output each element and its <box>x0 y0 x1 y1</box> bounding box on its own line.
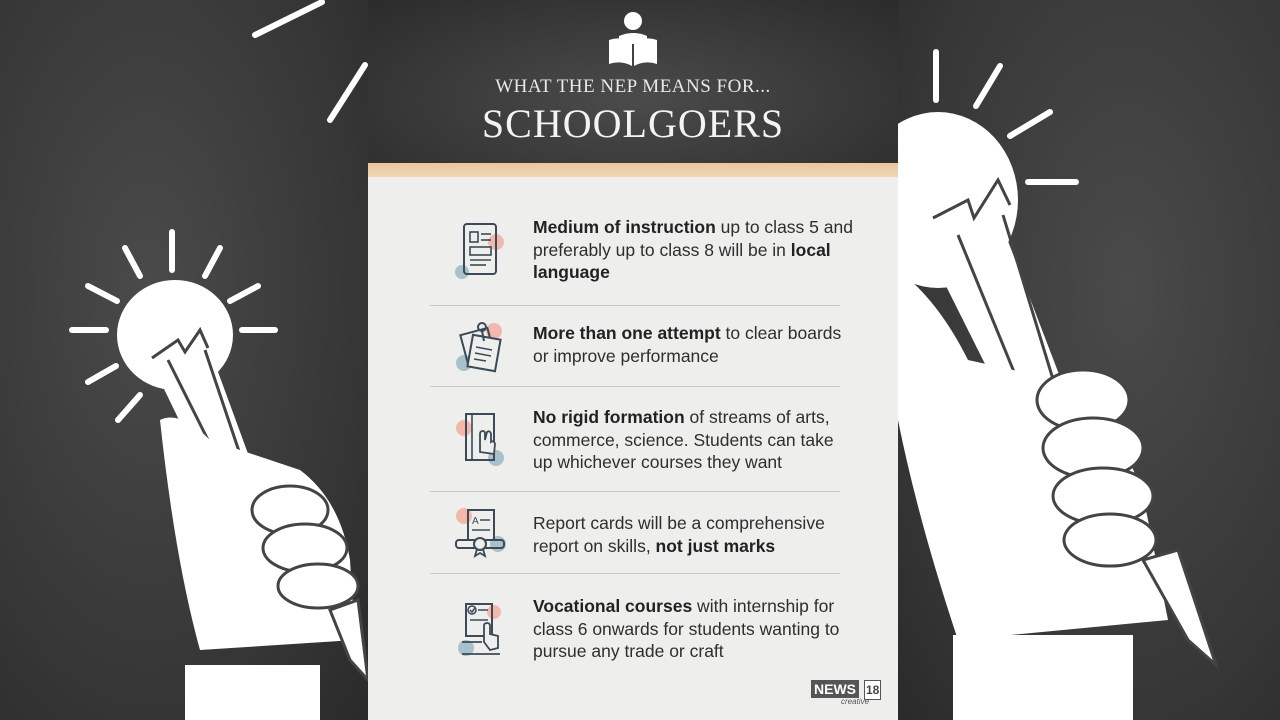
header-accent-stripe <box>368 163 898 177</box>
logo-number: 18 <box>864 680 881 700</box>
lightbulb-hand-illustration-left <box>0 0 368 720</box>
hand <box>160 418 368 720</box>
chalkboard-header <box>368 0 898 165</box>
svg-text:A: A <box>472 516 479 527</box>
book-hand-icon <box>450 410 510 470</box>
page-title: SCHOOLGOERS <box>481 101 785 146</box>
person-reading-book-icon <box>605 6 661 68</box>
lightbulb-hand-illustration-right <box>898 0 1280 720</box>
divider <box>430 491 840 492</box>
tablet-document-icon <box>450 220 510 280</box>
certificate-icon <box>450 504 510 564</box>
logo-brand: NEWS <box>811 680 859 698</box>
item-text-5: Vocational courses with internship for class 6 onwards for students wanting to pursue any trade or craft <box>533 596 840 661</box>
checklist-hand-icon <box>450 598 510 658</box>
page-subtitle: WHAT THE NEP MEANS FOR... <box>495 76 771 97</box>
news18-creative-logo <box>811 680 881 706</box>
pinned-notes-icon <box>450 317 510 377</box>
item-text-3: No rigid formation of streams of arts, commerce, science. Students can take up whichever courses they want <box>533 407 834 472</box>
divider <box>430 573 840 574</box>
left-chalkboard-panel <box>0 0 368 720</box>
infographic-card <box>368 0 898 720</box>
right-chalkboard-panel <box>898 0 1280 720</box>
item-text-1: Medium of instruction up to class 5 and preferably up to class 8 will be in local language <box>533 217 853 282</box>
hand <box>898 270 1216 720</box>
divider <box>430 386 840 387</box>
item-text-4: Report cards will be a comprehensive report on skills, not just marks <box>533 513 825 556</box>
divider <box>430 305 840 306</box>
logo-sub: creative <box>841 697 870 706</box>
item-text-2: More than one attempt to clear boards or improve performance <box>533 323 842 366</box>
